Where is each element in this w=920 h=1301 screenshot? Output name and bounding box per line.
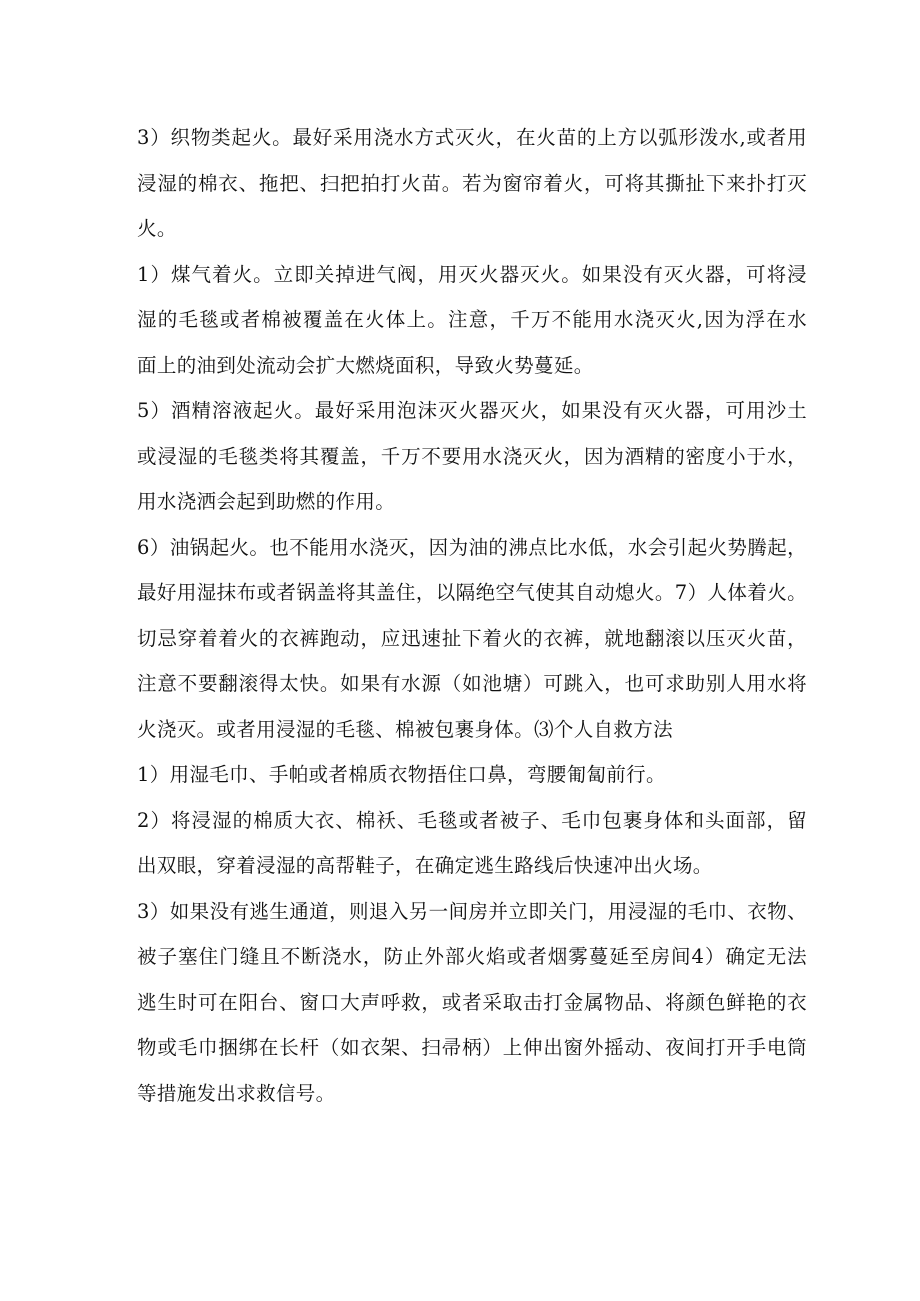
text-line: 用水浇洒会起到助燃的作用。 <box>137 490 396 513</box>
text-line: 3）织物类起火。最好采用浇水方式灭火，在火苗的上方以弧形泼水,或者用 <box>137 126 807 149</box>
text-line: 注意不要翻滚得太快。如果有水源（如池塘）可跳入，也可求助别人用水将 <box>137 672 807 695</box>
text-line: 最好用湿抹布或者锅盖将其盖住，以隔绝空气使其自动熄火。7）人体着火。 <box>137 581 807 604</box>
text-line: 逃生时可在阳台、窗口大声呼救，或者采取击打金属物品、将颜色鲜艳的衣 <box>137 990 807 1014</box>
text-line: 被子塞住门缝且不断浇水，防止外部火焰或者烟雾蔓延至房间4）确定无法 <box>137 945 807 968</box>
text-line: 3）如果没有逃生通道，则退入另一间房并立即关门，用浸湿的毛巾、衣物、 <box>137 899 807 923</box>
text-line: 物或毛巾捆绑在长杆（如衣架、扫帚柄）上伸出窗外摇动、夜间打开手电筒 <box>137 1036 807 1059</box>
text-line: 2）将浸湿的棉质大衣、棉袄、毛毯或者被子、毛巾包裹身体和头面部，留 <box>137 808 807 832</box>
text-line: 6）油锅起火。也不能用水浇灭，因为油的沸点比水低，水会引起火势腾起， <box>137 535 807 559</box>
text-line: 1）用湿毛巾、手帕或者棉质衣物捂住口鼻，弯腰匍匐前行。 <box>137 763 666 786</box>
text-line: 出双眼，穿着浸湿的高帮鞋子，在确定逃生路线后快速冲出火场。 <box>137 854 713 877</box>
text-line: 面上的油到处流动会扩大燃烧面积，导致火势蔓延。 <box>137 353 594 377</box>
text-line: 火。 <box>137 217 177 240</box>
text-line: 浸湿的棉衣、拖把、扫把拍打火苗。若为窗帘着火，可将其撕扯下来扑打灭 <box>137 171 807 195</box>
document-body <box>137 115 807 1116</box>
text-line: 等措施发出求救信号。 <box>137 1081 336 1105</box>
text-line: 火浇灭。或者用浸湿的毛毯、棉被包裹身体。⑶个人自救方法 <box>137 717 673 741</box>
text-line: 5）酒精溶液起火。最好采用泡沫灭火器灭火，如果没有灭火器，可用沙土 <box>137 399 807 422</box>
text-line: 切忌穿着着火的衣裤跑动，应迅速扯下着火的衣裤，就地翻滚以压灭火苗， <box>137 626 807 650</box>
text-line: 湿的毛毯或者棉被覆盖在火体上。注意，千万不能用水浇灭火,因为浮在水 <box>137 308 807 331</box>
text-line: 1）煤气着火。立即关掉进气阀，用灭火器灭火。如果没有灭火器，可将浸 <box>137 262 807 286</box>
text-line: 或浸湿的毛毯类将其覆盖，千万不要用水浇灭火，因为酒精的密度小于水， <box>137 444 807 468</box>
